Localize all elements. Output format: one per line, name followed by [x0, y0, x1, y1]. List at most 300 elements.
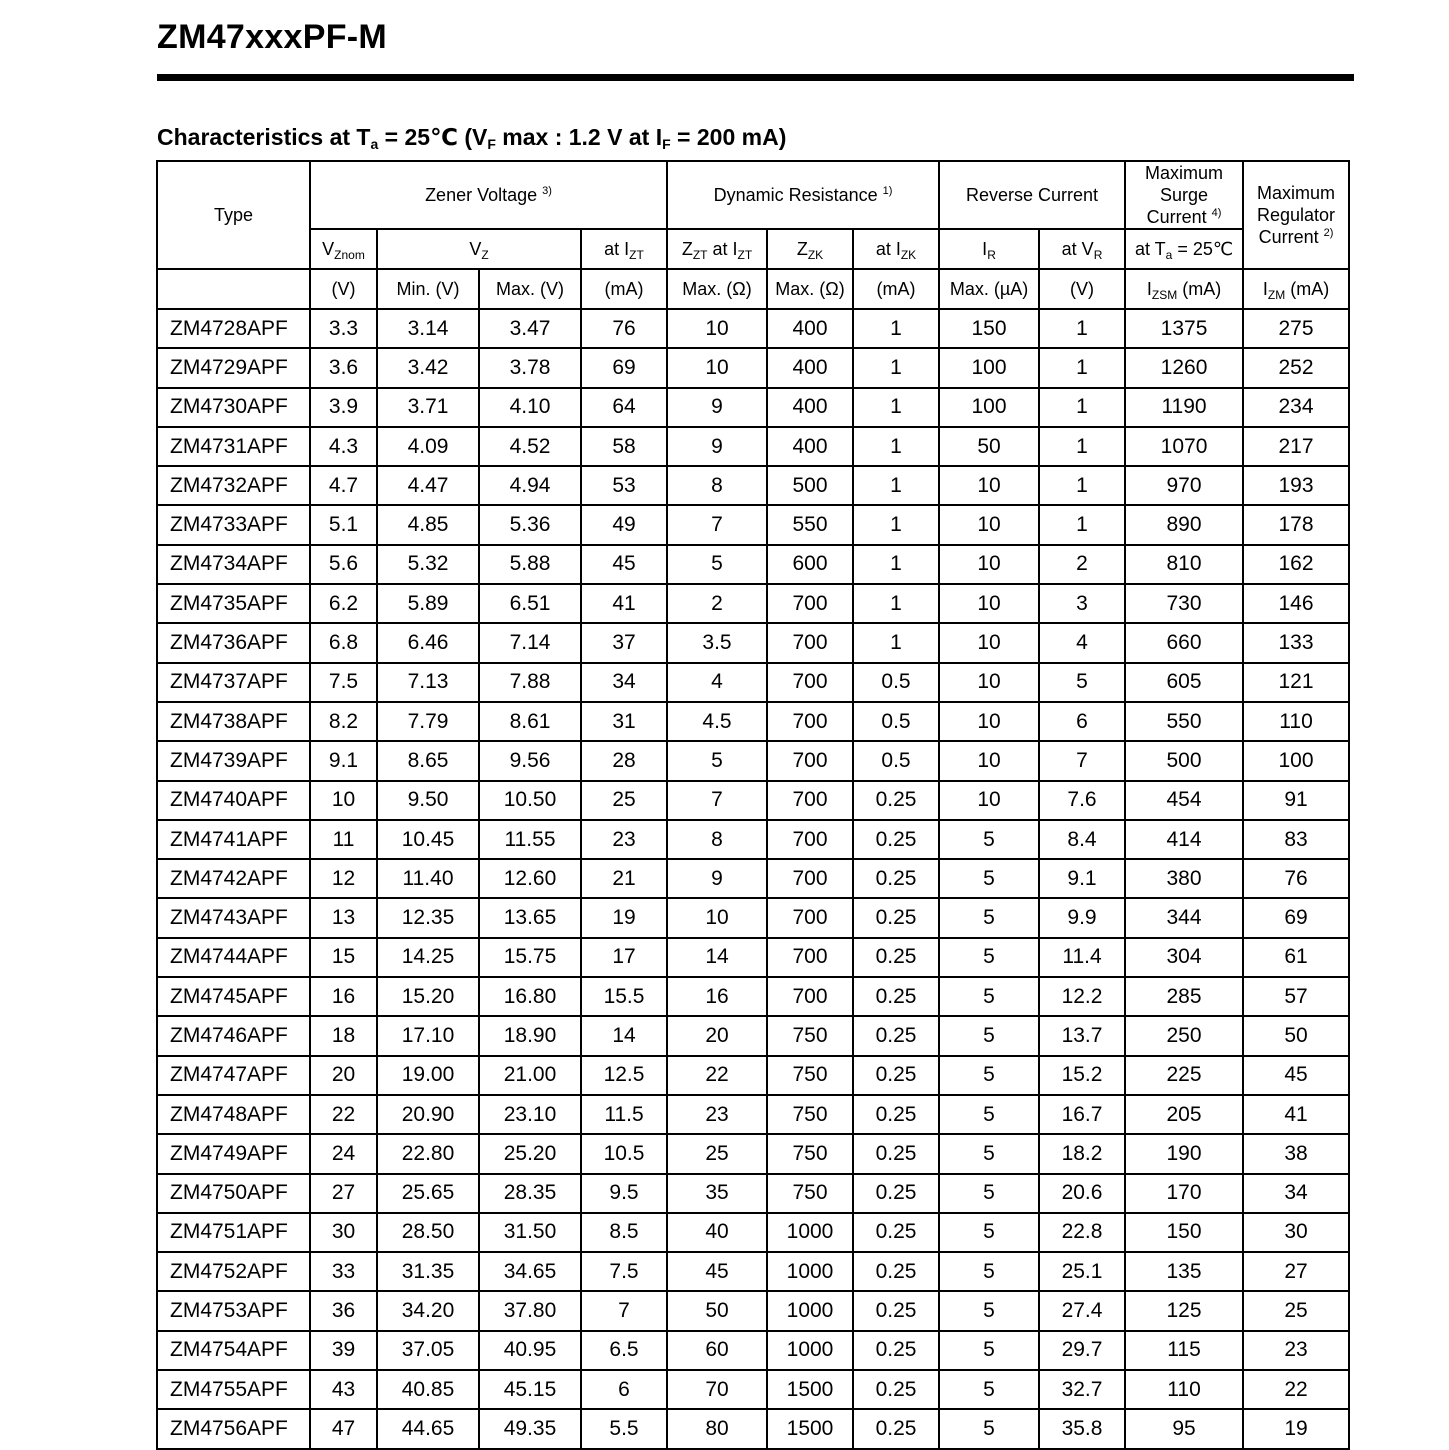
- cell-zzk: 1500: [767, 1409, 853, 1448]
- cell-at-izt: 31: [581, 702, 667, 741]
- cell-at-vr: 27.4: [1039, 1291, 1125, 1330]
- header-zener-voltage: Zener Voltage $^{3)}$: [310, 161, 667, 229]
- cell-zzk: 750: [767, 1056, 853, 1095]
- cell-at-izk: 0.25: [853, 1291, 939, 1330]
- unit-zzk: Max. (Ω): [767, 269, 853, 309]
- cell-vznom: 43: [310, 1370, 377, 1409]
- cell-ir: 10: [939, 466, 1039, 505]
- table-row: [157, 1252, 1349, 1291]
- header-vznom: $V_{Znom}$: [310, 229, 377, 269]
- cell-zzt: 8: [667, 466, 767, 505]
- cell-at-izt: 41: [581, 584, 667, 623]
- cell-vz-min: 3.42: [377, 348, 479, 387]
- cell-at-izt: 64: [581, 388, 667, 427]
- cell-at-izt: 10.5: [581, 1134, 667, 1173]
- cell-type: ZM4755APF: [157, 1370, 310, 1409]
- cell-zzk: 700: [767, 859, 853, 898]
- unit-zzt: Max. (Ω): [667, 269, 767, 309]
- cell-at-vr: 4: [1039, 623, 1125, 662]
- cell-izsm: 660: [1125, 623, 1243, 662]
- cell-vz-max: 3.78: [479, 348, 581, 387]
- cell-vz-max: 18.90: [479, 1016, 581, 1055]
- table-row: [157, 466, 1349, 505]
- cell-zzk: 700: [767, 702, 853, 741]
- cell-vz-min: 12.35: [377, 898, 479, 937]
- cell-izsm: 454: [1125, 781, 1243, 820]
- cell-at-izk: 0.25: [853, 977, 939, 1016]
- cell-vz-min: 22.80: [377, 1134, 479, 1173]
- cell-izm: 76: [1243, 859, 1349, 898]
- cell-zzt: 7: [667, 781, 767, 820]
- cell-izm: 23: [1243, 1331, 1349, 1370]
- cell-izsm: 500: [1125, 741, 1243, 780]
- cell-vz-max: 4.94: [479, 466, 581, 505]
- cell-zzk: 700: [767, 977, 853, 1016]
- cell-zzk: 700: [767, 898, 853, 937]
- cell-zzk: 400: [767, 309, 853, 348]
- cell-vznom: 4.7: [310, 466, 377, 505]
- cell-zzt: 9: [667, 859, 767, 898]
- table-row: [157, 584, 1349, 623]
- cell-vz-max: 21.00: [479, 1056, 581, 1095]
- table-row: [157, 348, 1349, 387]
- cell-at-izt: 14: [581, 1016, 667, 1055]
- unit-vz-min: Min. (V): [377, 269, 479, 309]
- cell-vznom: 16: [310, 977, 377, 1016]
- cell-vz-max: 3.47: [479, 309, 581, 348]
- cell-at-izt: 6: [581, 1370, 667, 1409]
- table-row: [157, 1095, 1349, 1134]
- table-row: [157, 545, 1349, 584]
- cell-zzt: 9: [667, 427, 767, 466]
- table-row: [157, 623, 1349, 662]
- cell-vz-max: 6.51: [479, 584, 581, 623]
- cell-zzt: 5: [667, 741, 767, 780]
- cell-vz-max: 11.55: [479, 820, 581, 859]
- cell-vz-min: 3.14: [377, 309, 479, 348]
- cell-vz-min: 40.85: [377, 1370, 479, 1409]
- cell-type: ZM4730APF: [157, 388, 310, 427]
- cell-izsm: 1070: [1125, 427, 1243, 466]
- cell-ir: 10: [939, 663, 1039, 702]
- table-row: [157, 309, 1349, 348]
- cell-izm: 30: [1243, 1213, 1349, 1252]
- cell-at-izk: 0.25: [853, 1016, 939, 1055]
- cell-type: ZM4749APF: [157, 1134, 310, 1173]
- cell-izm: 146: [1243, 584, 1349, 623]
- cell-vz-max: 4.10: [479, 388, 581, 427]
- table-row: [157, 741, 1349, 780]
- cell-ir: 10: [939, 623, 1039, 662]
- cell-izsm: 150: [1125, 1213, 1243, 1252]
- cell-at-izt: 25: [581, 781, 667, 820]
- cell-vz-min: 8.65: [377, 741, 479, 780]
- cell-vz-max: 49.35: [479, 1409, 581, 1448]
- table-row: [157, 1409, 1349, 1448]
- unit-izk: (mA): [853, 269, 939, 309]
- table-row: [157, 1174, 1349, 1213]
- cell-vz-min: 31.35: [377, 1252, 479, 1291]
- cell-at-izt: 15.5: [581, 977, 667, 1016]
- cell-at-vr: 7.6: [1039, 781, 1125, 820]
- cell-at-vr: 5: [1039, 663, 1125, 702]
- cell-ir: 5: [939, 977, 1039, 1016]
- cell-zzk: 1000: [767, 1252, 853, 1291]
- cell-vznom: 4.3: [310, 427, 377, 466]
- cell-at-vr: 2: [1039, 545, 1125, 584]
- cell-at-izt: 12.5: [581, 1056, 667, 1095]
- unit-vr: (V): [1039, 269, 1125, 309]
- cell-at-izk: 0.25: [853, 1056, 939, 1095]
- cell-vz-min: 4.47: [377, 466, 479, 505]
- table-row: [157, 977, 1349, 1016]
- cell-zzt: 5: [667, 545, 767, 584]
- cell-ir: 150: [939, 309, 1039, 348]
- cell-at-vr: 35.8: [1039, 1409, 1125, 1448]
- cell-ir: 50: [939, 427, 1039, 466]
- cell-at-izk: 0.25: [853, 1252, 939, 1291]
- cell-at-vr: 1: [1039, 466, 1125, 505]
- cell-vznom: 3.6: [310, 348, 377, 387]
- cell-zzt: 4: [667, 663, 767, 702]
- cell-zzt: 7: [667, 505, 767, 544]
- cell-ir: 5: [939, 1213, 1039, 1252]
- cell-vz-max: 8.61: [479, 702, 581, 741]
- cell-at-vr: 9.9: [1039, 898, 1125, 937]
- cell-vznom: 27: [310, 1174, 377, 1213]
- cell-vz-min: 5.89: [377, 584, 479, 623]
- cell-vz-min: 34.20: [377, 1291, 479, 1330]
- table-row: [157, 1134, 1349, 1173]
- cell-vz-max: 5.36: [479, 505, 581, 544]
- cell-izsm: 135: [1125, 1252, 1243, 1291]
- cell-izm: 19: [1243, 1409, 1349, 1448]
- cell-type: ZM4737APF: [157, 663, 310, 702]
- cell-vz-min: 20.90: [377, 1095, 479, 1134]
- unit-type-blank: [157, 269, 310, 309]
- table-row: [157, 663, 1349, 702]
- cell-at-vr: 13.7: [1039, 1016, 1125, 1055]
- cell-izsm: 304: [1125, 938, 1243, 977]
- cell-zzk: 750: [767, 1016, 853, 1055]
- cell-izm: 193: [1243, 466, 1349, 505]
- cell-ir: 10: [939, 584, 1039, 623]
- cell-at-vr: 11.4: [1039, 938, 1125, 977]
- header-dynamic-resistance: Dynamic Resistance $^{1)}$: [667, 161, 939, 229]
- cell-izsm: 250: [1125, 1016, 1243, 1055]
- header-max-regulator-current: Maximum Regulator Current $^{2)}$: [1243, 161, 1349, 269]
- cell-type: ZM4731APF: [157, 427, 310, 466]
- cell-at-izk: 0.25: [853, 859, 939, 898]
- table-row: [157, 1016, 1349, 1055]
- cell-izsm: 125: [1125, 1291, 1243, 1330]
- cell-izm: 178: [1243, 505, 1349, 544]
- cell-type: ZM4752APF: [157, 1252, 310, 1291]
- cell-type: ZM4754APF: [157, 1331, 310, 1370]
- cell-zzk: 400: [767, 348, 853, 387]
- cell-izsm: 95: [1125, 1409, 1243, 1448]
- cell-vznom: 24: [310, 1134, 377, 1173]
- cell-izm: 100: [1243, 741, 1349, 780]
- cell-izm: 110: [1243, 702, 1349, 741]
- cell-izm: 27: [1243, 1252, 1349, 1291]
- header-ir: $I_R$: [939, 229, 1039, 269]
- cell-at-izt: 7.5: [581, 1252, 667, 1291]
- cell-vznom: 20: [310, 1056, 377, 1095]
- cell-at-izt: 45: [581, 545, 667, 584]
- cell-at-izt: 6.5: [581, 1331, 667, 1370]
- cell-at-izt: 5.5: [581, 1409, 667, 1448]
- cell-ir: 100: [939, 388, 1039, 427]
- cell-vznom: 15: [310, 938, 377, 977]
- cell-ir: 5: [939, 1016, 1039, 1055]
- cell-ir: 10: [939, 545, 1039, 584]
- cell-vznom: 13: [310, 898, 377, 937]
- cell-zzt: 10: [667, 309, 767, 348]
- cell-vznom: 10: [310, 781, 377, 820]
- cell-izm: 162: [1243, 545, 1349, 584]
- table-row: [157, 938, 1349, 977]
- cell-zzk: 700: [767, 663, 853, 702]
- cell-at-izk: 0.25: [853, 1174, 939, 1213]
- cell-zzt: 50: [667, 1291, 767, 1330]
- cell-at-izk: 0.25: [853, 1134, 939, 1173]
- cell-vz-max: 28.35: [479, 1174, 581, 1213]
- unit-izt: (mA): [581, 269, 667, 309]
- cell-ir: 10: [939, 781, 1039, 820]
- cell-izm: 91: [1243, 781, 1349, 820]
- cell-at-vr: 1: [1039, 388, 1125, 427]
- cell-at-vr: 8.4: [1039, 820, 1125, 859]
- cell-vznom: 47: [310, 1409, 377, 1448]
- cell-at-izk: 1: [853, 623, 939, 662]
- cell-vznom: 8.2: [310, 702, 377, 741]
- cell-zzt: 16: [667, 977, 767, 1016]
- cell-zzk: 1000: [767, 1213, 853, 1252]
- cell-izsm: 414: [1125, 820, 1243, 859]
- cell-type: ZM4734APF: [157, 545, 310, 584]
- header-max-surge-current: Maximum Surge Current $^{4)}$: [1125, 161, 1243, 229]
- header-surge-condition: at $T_a$ = 25℃: [1125, 229, 1243, 269]
- cell-at-izt: 69: [581, 348, 667, 387]
- cell-izm: 38: [1243, 1134, 1349, 1173]
- cell-izm: 25: [1243, 1291, 1349, 1330]
- cell-at-izt: 8.5: [581, 1213, 667, 1252]
- cell-at-izt: 53: [581, 466, 667, 505]
- cell-zzt: 23: [667, 1095, 767, 1134]
- table-row: [157, 1331, 1349, 1370]
- table-row: [157, 388, 1349, 427]
- cell-at-izk: 1: [853, 505, 939, 544]
- table-row: [157, 1056, 1349, 1095]
- table-row: [157, 702, 1349, 741]
- cell-izsm: 1375: [1125, 309, 1243, 348]
- cell-zzt: 10: [667, 898, 767, 937]
- cell-at-izt: 11.5: [581, 1095, 667, 1134]
- cell-izsm: 605: [1125, 663, 1243, 702]
- cell-zzk: 700: [767, 584, 853, 623]
- cell-type: ZM4732APF: [157, 466, 310, 505]
- cell-at-izk: 0.5: [853, 663, 939, 702]
- cell-zzk: 700: [767, 781, 853, 820]
- table-row: [157, 1213, 1349, 1252]
- cell-izsm: 115: [1125, 1331, 1243, 1370]
- cell-vznom: 12: [310, 859, 377, 898]
- cell-at-izt: 28: [581, 741, 667, 780]
- cell-vznom: 36: [310, 1291, 377, 1330]
- cell-at-izt: 19: [581, 898, 667, 937]
- cell-at-vr: 20.6: [1039, 1174, 1125, 1213]
- table-body: [157, 309, 1349, 1449]
- cell-vz-max: 25.20: [479, 1134, 581, 1173]
- cell-vznom: 6.2: [310, 584, 377, 623]
- unit-vznom: (V): [310, 269, 377, 309]
- cell-izsm: 380: [1125, 859, 1243, 898]
- cell-izsm: 730: [1125, 584, 1243, 623]
- cell-vz-max: 4.52: [479, 427, 581, 466]
- cell-ir: 5: [939, 1370, 1039, 1409]
- cell-at-vr: 29.7: [1039, 1331, 1125, 1370]
- table-row: [157, 427, 1349, 466]
- header-at-izk: at $I_{ZK}$: [853, 229, 939, 269]
- cell-at-izt: 23: [581, 820, 667, 859]
- cell-at-vr: 32.7: [1039, 1370, 1125, 1409]
- cell-vz-min: 25.65: [377, 1174, 479, 1213]
- characteristics-table: [156, 160, 1350, 1450]
- cell-vz-min: 6.46: [377, 623, 479, 662]
- cell-zzk: 700: [767, 820, 853, 859]
- cell-at-izk: 0.5: [853, 741, 939, 780]
- table-row: [157, 820, 1349, 859]
- cell-zzk: 750: [767, 1174, 853, 1213]
- cell-vznom: 22: [310, 1095, 377, 1134]
- cell-vz-min: 17.10: [377, 1016, 479, 1055]
- cell-ir: 5: [939, 1095, 1039, 1134]
- cell-at-izt: 21: [581, 859, 667, 898]
- cell-type: ZM4745APF: [157, 977, 310, 1016]
- cell-vz-min: 5.32: [377, 545, 479, 584]
- header-at-izt: at $I_{ZT}$: [581, 229, 667, 269]
- cell-at-izk: 1: [853, 388, 939, 427]
- cell-ir: 5: [939, 1331, 1039, 1370]
- cell-type: ZM4741APF: [157, 820, 310, 859]
- cell-izm: 34: [1243, 1174, 1349, 1213]
- cell-izm: 234: [1243, 388, 1349, 427]
- cell-vz-min: 11.40: [377, 859, 479, 898]
- cell-at-izk: 0.25: [853, 1095, 939, 1134]
- cell-ir: 100: [939, 348, 1039, 387]
- cell-type: ZM4740APF: [157, 781, 310, 820]
- header-zzk: $Z_{ZK}$: [767, 229, 853, 269]
- cell-izsm: 890: [1125, 505, 1243, 544]
- cell-type: ZM4735APF: [157, 584, 310, 623]
- cell-ir: 5: [939, 820, 1039, 859]
- cell-zzk: 550: [767, 505, 853, 544]
- cell-at-izk: 0.25: [853, 820, 939, 859]
- cell-ir: 5: [939, 898, 1039, 937]
- cell-at-izk: 0.25: [853, 898, 939, 937]
- cell-zzt: 80: [667, 1409, 767, 1448]
- unit-ir: Max. (µA): [939, 269, 1039, 309]
- cell-at-izk: 1: [853, 466, 939, 505]
- cell-at-izt: 49: [581, 505, 667, 544]
- cell-vz-max: 7.88: [479, 663, 581, 702]
- cell-zzk: 1500: [767, 1370, 853, 1409]
- cell-zzk: 500: [767, 466, 853, 505]
- cell-ir: 5: [939, 1409, 1039, 1448]
- cell-vz-max: 31.50: [479, 1213, 581, 1252]
- cell-at-vr: 1: [1039, 427, 1125, 466]
- cell-ir: 5: [939, 1174, 1039, 1213]
- cell-vz-max: 10.50: [479, 781, 581, 820]
- cell-vz-max: 12.60: [479, 859, 581, 898]
- cell-izsm: 1190: [1125, 388, 1243, 427]
- cell-zzt: 8: [667, 820, 767, 859]
- cell-zzk: 400: [767, 388, 853, 427]
- cell-at-vr: 18.2: [1039, 1134, 1125, 1173]
- cell-vznom: 9.1: [310, 741, 377, 780]
- cell-vz-max: 7.14: [479, 623, 581, 662]
- cell-vz-min: 19.00: [377, 1056, 479, 1095]
- cell-izm: 69: [1243, 898, 1349, 937]
- cell-vznom: 30: [310, 1213, 377, 1252]
- cell-at-izk: 1: [853, 348, 939, 387]
- cell-at-izt: 76: [581, 309, 667, 348]
- cell-zzt: 40: [667, 1213, 767, 1252]
- cell-at-izt: 34: [581, 663, 667, 702]
- cell-type: ZM4750APF: [157, 1174, 310, 1213]
- cell-vznom: 5.6: [310, 545, 377, 584]
- cell-izm: 275: [1243, 309, 1349, 348]
- cell-ir: 10: [939, 505, 1039, 544]
- cell-vz-max: 15.75: [479, 938, 581, 977]
- cell-zzt: 14: [667, 938, 767, 977]
- cell-at-izk: 0.5: [853, 702, 939, 741]
- cell-zzt: 70: [667, 1370, 767, 1409]
- cell-zzk: 750: [767, 1134, 853, 1173]
- cell-zzk: 700: [767, 938, 853, 977]
- cell-vz-max: 16.80: [479, 977, 581, 1016]
- cell-vz-max: 40.95: [479, 1331, 581, 1370]
- cell-type: ZM4756APF: [157, 1409, 310, 1448]
- cell-zzk: 1000: [767, 1291, 853, 1330]
- cell-izm: 133: [1243, 623, 1349, 662]
- cell-vz-min: 7.79: [377, 702, 479, 741]
- cell-at-izk: 0.25: [853, 1331, 939, 1370]
- cell-vznom: 3.9: [310, 388, 377, 427]
- cell-type: ZM4747APF: [157, 1056, 310, 1095]
- cell-type: ZM4751APF: [157, 1213, 310, 1252]
- header-reverse-current: Reverse Current: [939, 161, 1125, 229]
- cell-at-vr: 1: [1039, 505, 1125, 544]
- cell-izm: 83: [1243, 820, 1349, 859]
- title-rule: [157, 74, 1354, 81]
- cell-vz-min: 28.50: [377, 1213, 479, 1252]
- cell-at-vr: 16.7: [1039, 1095, 1125, 1134]
- cell-zzt: 4.5: [667, 702, 767, 741]
- cell-zzt: 35: [667, 1174, 767, 1213]
- cell-izm: 121: [1243, 663, 1349, 702]
- cell-vznom: 6.8: [310, 623, 377, 662]
- cell-vz-min: 15.20: [377, 977, 479, 1016]
- cell-izsm: 225: [1125, 1056, 1243, 1095]
- cell-at-vr: 22.8: [1039, 1213, 1125, 1252]
- cell-vz-max: 9.56: [479, 741, 581, 780]
- cell-izsm: 550: [1125, 702, 1243, 741]
- cell-at-izt: 37: [581, 623, 667, 662]
- cell-at-izk: 1: [853, 427, 939, 466]
- table-row: [157, 1291, 1349, 1330]
